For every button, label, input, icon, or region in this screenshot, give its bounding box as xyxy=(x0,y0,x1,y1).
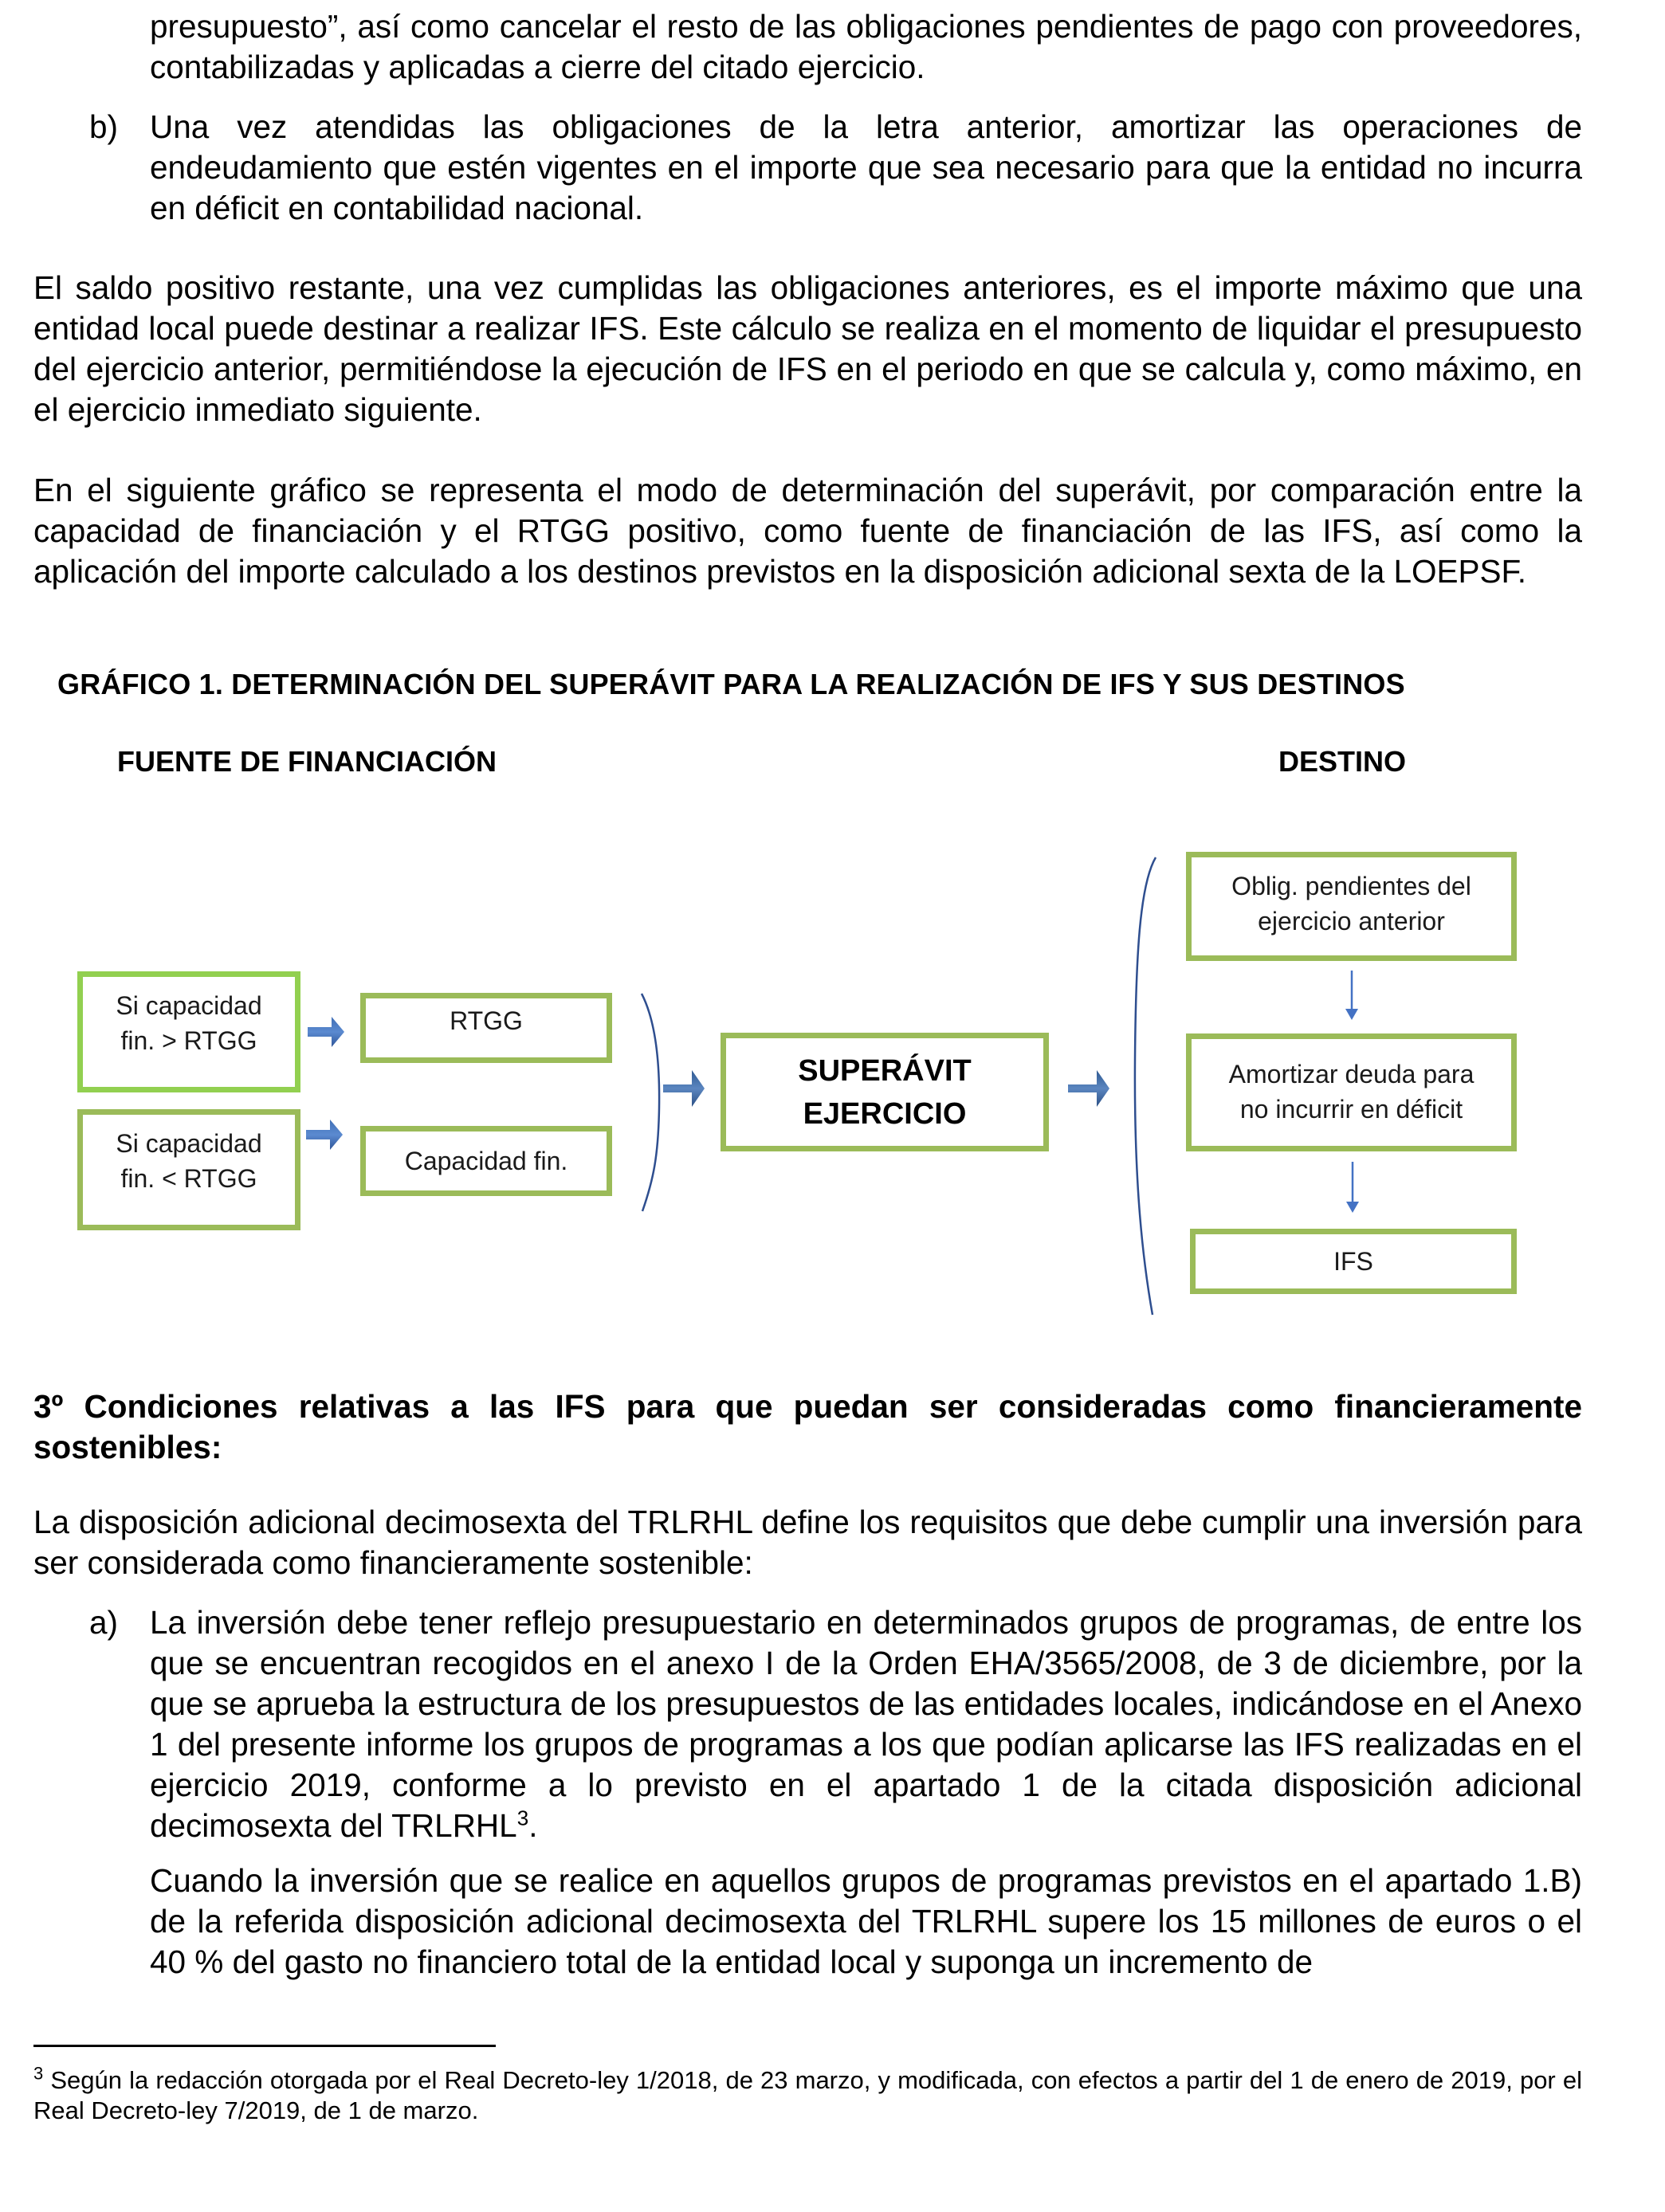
surplus-line-1: SUPERÁVIT xyxy=(798,1053,972,1088)
footnote-number: 3 xyxy=(33,2063,44,2084)
arrow-down-icon xyxy=(1346,1202,1359,1213)
destination-line-1: IFS xyxy=(1333,1247,1373,1276)
list-marker: b) xyxy=(89,108,119,145)
section-heading: 3º Condiciones relativas a las IFS para que puedan ser consideradas como financieramente sostenibles: xyxy=(33,1388,1582,1465)
right-bracket xyxy=(642,994,659,1211)
figure-title: GRÁFICO 1. DETERMINACIÓN DEL SUPERÁVIT PARA LA REALIZACIÓN DE IFS Y SUS DESTINOS xyxy=(57,668,1405,700)
footnote xyxy=(33,2065,1582,2126)
condition-line-2: fin. > RTGG xyxy=(120,1026,257,1055)
list-item-text: Una vez atendidas las obligaciones de la letra anterior, amortizar las operaciones de endeudamiento que estén vigentes en el importe que sea necesario para que la entidad no incurra en déficit en contabilidad nacional. xyxy=(150,108,1582,226)
result-label: RTGG xyxy=(450,1006,523,1035)
surplus-box xyxy=(721,1033,1049,1151)
footnote-separator xyxy=(33,2045,496,2047)
condition-line-1: Si capacidad xyxy=(116,991,262,1020)
paragraph-disposicion: La disposición adicional decimosexta del TRLRHL define los requisitos que debe cumplir una inversión para ser considerada como financieramente sostenible: xyxy=(33,1504,1582,1581)
destination-box-amortizar xyxy=(1186,1033,1517,1151)
list-item-body: La inversión debe tener reflejo presupuestario en determinados grupos de programas, de entre los que se encuentran recogidos en el anexo I de la Orden EHA/3565/2008, de 3 de diciembre, por la que se aprueba la estructura de los presupuestos de las entidades locales, indicándose en el Anexo 1 del presente informe los grupos de programas a los que podían aplicarse las IFS realizadas en el ejercicio 2019, conforme a lo previsto en el apartado 1 de la citada disposición adicional decimosexta del TRLRHL xyxy=(150,1604,1582,1844)
list-item-text xyxy=(150,1602,1582,1846)
condition-box-less xyxy=(77,1109,300,1230)
figure-heading-source: FUENTE DE FINANCIACIÓN xyxy=(117,745,497,778)
destination-box-obligaciones xyxy=(1186,852,1517,961)
arrow-right-icon xyxy=(663,1070,705,1107)
left-bracket xyxy=(1135,857,1156,1315)
destination-box-ifs xyxy=(1190,1229,1517,1294)
arrow-down-icon xyxy=(1345,1009,1358,1020)
destination-line-2: ejercicio anterior xyxy=(1258,907,1445,935)
result-box-rtgg xyxy=(360,993,612,1063)
list-marker: a) xyxy=(89,1604,119,1641)
paragraph-continuation: presupuesto”, así como cancelar el resto de las obligaciones pendientes de pago con proveedores, contabilizadas y aplicadas a cierre del citado ejercicio. xyxy=(150,8,1582,85)
paragraph-grafico: En el siguiente gráfico se representa el modo de determinación del superávit, por comparación entre la capacidad de financiación y el RTGG positivo, como fuente de financiación de las IFS, así como la aplicación del importe calculado a los destinos previstos en la disposición adicional sexta de la LOEPSF. xyxy=(33,472,1582,590)
arrow-right-icon xyxy=(308,1017,344,1047)
destination-line-1: Amortizar deuda para xyxy=(1228,1060,1475,1088)
condition-line-1: Si capacidad xyxy=(116,1129,262,1158)
destination-line-2: no incurrir en déficit xyxy=(1239,1095,1463,1124)
result-label: Capacidad fin. xyxy=(404,1147,568,1175)
footnote-text: Según la redacción otorgada por el Real Decreto-ley 1/2018, de 23 marzo, y modificada, con efectos a partir del 1 de enero de 2019, por el Real Decreto-ley 7/2019, de 1 de marzo. xyxy=(33,2066,1582,2124)
condition-box-greater xyxy=(77,971,300,1092)
surplus-line-2: EJERCICIO xyxy=(803,1096,967,1131)
arrow-right-icon xyxy=(1068,1070,1109,1107)
figure-heading-destination: DESTINO xyxy=(1278,745,1407,778)
result-box-capacidad xyxy=(360,1126,612,1196)
paragraph-saldo: El saldo positivo restante, una vez cumplidas las obligaciones anteriores, es el importe máximo que una entidad local puede destinar a realizar IFS. Este cálculo se realiza en el momento de liquidar el presupuesto del ejercicio anterior, permitiéndose la ejecución de IFS en el periodo en que se calcula y, como máximo, en el ejercicio inmediato siguiente. xyxy=(33,269,1582,428)
list-item-end: . xyxy=(528,1807,538,1844)
arrow-right-icon xyxy=(306,1120,343,1150)
destination-line-1: Oblig. pendientes del xyxy=(1231,872,1471,900)
condition-line-2: fin. < RTGG xyxy=(120,1164,257,1193)
paragraph-cuando: Cuando la inversión que se realice en aquellos grupos de programas previstos en el apartado 1.B) de la referida disposición adicional decimosexta del TRLRHL supere los 15 millones de euros o el 40 % del gasto no financiero total de la entidad local y suponga un incremento de xyxy=(150,1862,1582,1980)
footnote-ref[interactable]: 3 xyxy=(516,1806,529,1830)
